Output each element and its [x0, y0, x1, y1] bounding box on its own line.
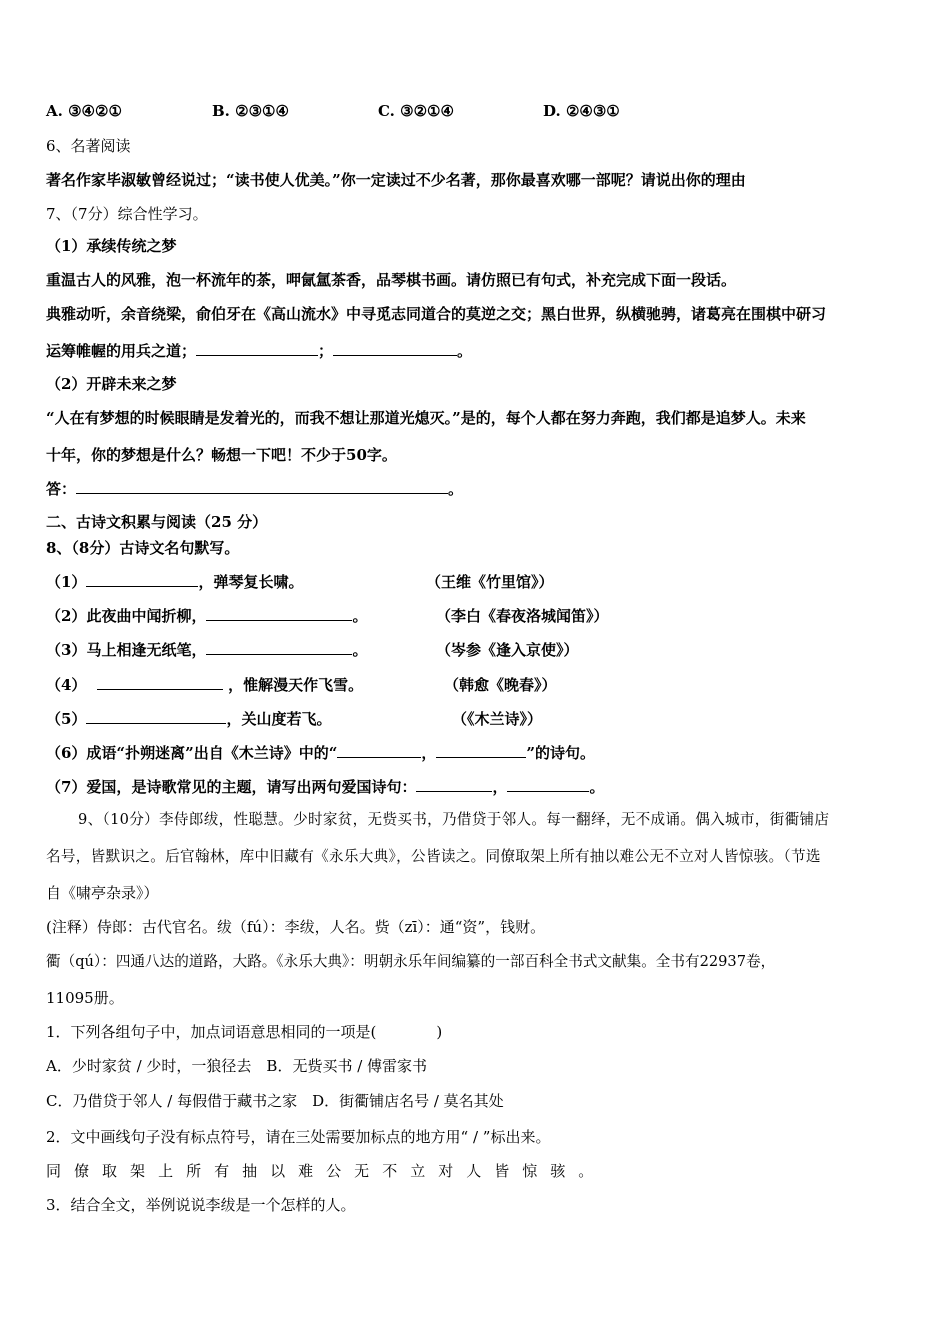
- answer-blank[interactable]: [86, 708, 226, 724]
- option-c: C. ③②①④: [378, 102, 454, 120]
- sentence-char: 同: [46, 1162, 62, 1180]
- q6-heading: 6、名著阅读: [46, 137, 131, 155]
- sentence-char: 人: [466, 1162, 482, 1180]
- section2-title: 二、古诗文积累与阅读（25 分）: [46, 513, 268, 531]
- q8-item-1: （1） ，弹琴复长啸。: [46, 573, 304, 591]
- sentence-char: 难: [298, 1162, 314, 1180]
- q8-item-2: （2）此夜曲中闻折柳， 。: [46, 607, 368, 625]
- answer-blank[interactable]: [337, 742, 421, 758]
- q8-item-6: （6）成语“扑朔迷离”出自《木兰诗》中的“ ， ”的诗句。: [46, 744, 595, 762]
- answer-blank[interactable]: [333, 340, 457, 356]
- sentence-char: 。: [578, 1162, 594, 1180]
- q9-sub1-options-ab: A．少时家贫 / 少时，一狼径去 B．无赀买书 / 傅雷家书: [46, 1057, 428, 1075]
- sentence-char: 骇: [550, 1162, 566, 1180]
- sentence-char: 架: [130, 1162, 146, 1180]
- sentence-char: 立: [410, 1162, 426, 1180]
- q9-sub1: 1．下列各组句子中，加点词语意思相同的一项是( ): [46, 1023, 443, 1041]
- answer-blank[interactable]: [206, 605, 352, 621]
- q7-part1-line1: 典雅动听，余音绕梁，俞伯牙在《高山流水》中寻觅志同道合的莫逆之交；黑白世界，纵横驰骋，诸葛亮在围棋中研习: [46, 305, 827, 323]
- sentence-char: 所: [186, 1162, 202, 1180]
- q8-item-4-source: （韩愈《晚春》）: [444, 676, 557, 694]
- q9-note-line3: 11095册。: [46, 989, 124, 1007]
- q8-item-7: （7）爱国，是诗歌常见的主题，请写出两句爱国诗句： ， 。: [46, 778, 605, 796]
- answer-blank[interactable]: [86, 571, 198, 587]
- sentence-char: 惊: [522, 1162, 538, 1180]
- q9-passage-line1: 9、（10分）李侍郎绂，性聪慧。少时家贫，无赀买书，乃借贷于邻人。每一翻绎，无不成诵。偶入城市，街衢铺店: [78, 811, 830, 828]
- sentence-char: 抽: [242, 1162, 258, 1180]
- q8-item-5: （5） ，关山度若飞。: [46, 710, 332, 728]
- sentence-char: 公: [326, 1162, 342, 1180]
- option-d: D. ②④③①: [543, 102, 620, 120]
- q9-sub2: 2．文中画线句子没有标点符号，请在三处需要加标点的地方用“ / ”标出来。: [46, 1128, 551, 1146]
- q7-part2-line2: 十年，你的梦想是什么？畅想一下吧！不少于50字。: [46, 446, 397, 464]
- sentence-char: 僚: [74, 1162, 90, 1180]
- q8-item-2-source: （李白《春夜洛城闻笛》）: [436, 607, 609, 625]
- answer-blank[interactable]: [206, 639, 352, 655]
- q9-passage-line3: 自《啸亭杂录》）: [46, 884, 159, 902]
- sentence-char: 无: [354, 1162, 370, 1180]
- q9-sub2-sentence: [46, 1161, 606, 1181]
- q9-note-line2: 衢（qú）：四通八达的道路，大路。《永乐大典》：明朝永乐年间编纂的一部百科全书式文献集。全书有22937卷，: [46, 953, 776, 970]
- option-b: B. ②③①④: [212, 102, 289, 120]
- sentence-char: 对: [438, 1162, 454, 1180]
- q9-sub1-options-cd: C．乃借贷于邻人 / 每假借于藏书之家 D．街衢铺店名号 / 莫名其处: [46, 1092, 504, 1110]
- q8-item-3-source: （岑参《逢入京使》）: [436, 641, 579, 659]
- q6-text: 著名作家毕淑敏曾经说过；“读书使人优美。”你一定读过不少名著，那你最喜欢哪一部呢？请说出你的理由: [46, 171, 746, 189]
- answer-blank[interactable]: [76, 478, 448, 494]
- q7-part1-intro: 重温古人的风雅，泡一杯流年的茶，呷氤氲茶香，品琴棋书画。请仿照已有句式，补充完成下面一段话。: [46, 271, 737, 289]
- answer-blank[interactable]: [507, 776, 589, 792]
- answer-blank[interactable]: [196, 340, 318, 356]
- q9-passage-line2: 名号，皆默识之。后官翰林，库中旧藏有《永乐大典》，公皆读之。同僚取架上所有抽以难公无不立对人皆惊骇。（节选: [46, 848, 821, 865]
- answer-blank[interactable]: [97, 674, 223, 690]
- q7-part1-line2: 运筹帷幄的用兵之道； ； 。: [46, 342, 473, 360]
- q7-answer-line: 答： 。: [46, 480, 464, 498]
- answer-blank[interactable]: [416, 776, 492, 792]
- q8-item-4: （4） ，惟解漫天作飞雪。: [46, 676, 364, 694]
- sentence-char: 以: [270, 1162, 286, 1180]
- sentence-char: 不: [382, 1162, 398, 1180]
- q8-item-5-source: （《木兰诗》）: [452, 710, 543, 728]
- answer-blank[interactable]: [436, 742, 526, 758]
- q9-note-line1: (注释）侍郎：古代官名。绂（fú）：李绂，人名。赀（zī）：通“资”，钱财。: [46, 918, 546, 936]
- q9-sub3: 3．结合全文，举例说说李绂是一个怎样的人。: [46, 1196, 356, 1214]
- q8-item-1-source: （王维《竹里馆》）: [426, 573, 554, 591]
- q7-part1-title: （1）承续传统之梦: [46, 237, 177, 255]
- q8-heading: 8、（8分）古诗文名句默写。: [46, 539, 240, 557]
- sentence-char: 取: [102, 1162, 118, 1180]
- sentence-char: 上: [158, 1162, 174, 1180]
- q7-heading: 7、（7分）综合性学习。: [46, 205, 208, 223]
- sentence-char: 皆: [494, 1162, 510, 1180]
- q7-part2-title: （2）开辟未来之梦: [46, 375, 177, 393]
- option-a: A. ③④②①: [46, 102, 122, 120]
- sentence-char: 有: [214, 1162, 230, 1180]
- q7-part2-line1: “人在有梦想的时候眼睛是发着光的，而我不想让那道光熄灭。”是的，每个人都在努力奔跑，我们都是追梦人。未来: [46, 409, 806, 427]
- q8-item-3: （3）马上相逢无纸笔， 。: [46, 641, 368, 659]
